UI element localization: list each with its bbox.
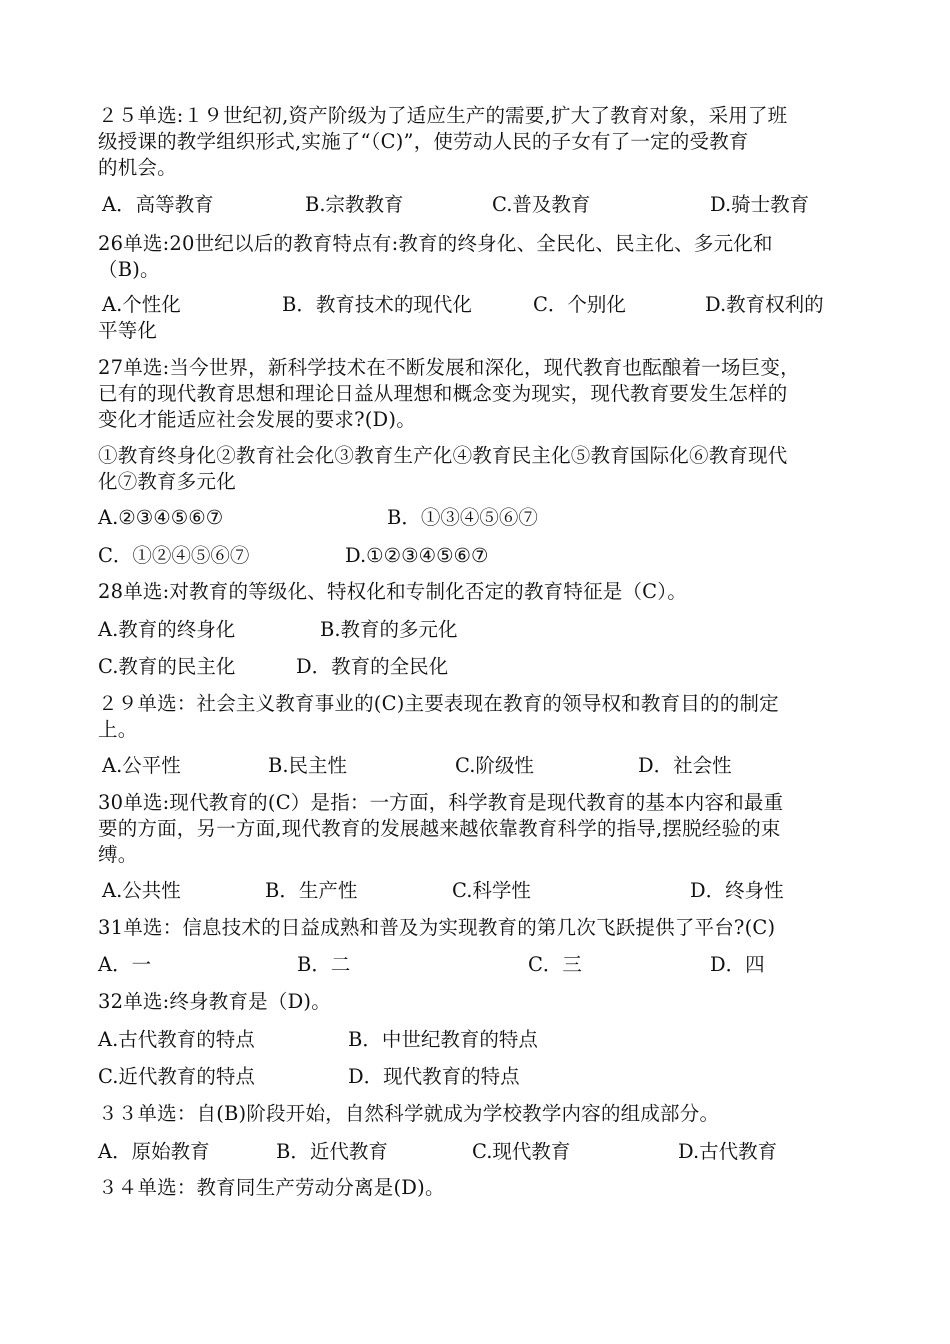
question-26-option-c: C．个别化 xyxy=(533,293,626,316)
question-32-option-d: D．现代教育的特点 xyxy=(348,1065,520,1088)
question-30-line-2: 要的方面，另一方面,现代教育的发展越来越依靠教育科学的指导,摆脱经验的束 xyxy=(98,817,781,840)
question-30-option-b: B．生产性 xyxy=(265,879,358,902)
question-25-option-d: D.骑士教育 xyxy=(710,193,810,216)
question-25-option-b: B.宗教教育 xyxy=(305,193,404,216)
question-29-option-b: B.民主性 xyxy=(268,754,348,777)
question-26-option-d-tail: 平等化 xyxy=(98,319,158,342)
question-33-line-1: ３３单选：自(B)阶段开始，自然科学就成为学校教学内容的组成部分。 xyxy=(98,1102,720,1125)
question-31-option-a: A．一 xyxy=(98,953,152,976)
question-28-option-c: C.教育的民主化 xyxy=(98,655,236,678)
question-25-line-1: ２５单选:１９世纪初,资产阶级为了适应生产的需要,扩大了教育对象，采用了班 xyxy=(98,104,788,127)
question-30-option-a: A.公共性 xyxy=(102,879,181,902)
question-25-option-c: C.普及教育 xyxy=(492,193,591,216)
question-27-subline-1: ①教育终身化②教育社会化③教育生产化④教育民主化⑤教育国际化⑥教育现代 xyxy=(98,444,788,467)
question-34-line-1: ３４单选：教育同生产劳动分离是(D)。 xyxy=(98,1176,445,1199)
question-33-option-d: D.古代教育 xyxy=(678,1140,778,1163)
question-31-option-d: D．四 xyxy=(710,953,765,976)
question-27-line-2: 已有的现代教育思想和理论日益从理想和概念变为现实，现代教育要发生怎样的 xyxy=(98,382,788,405)
question-26-option-b: B．教育技术的现代化 xyxy=(282,293,472,316)
question-28-line-1: 28单选:对教育的等级化、特权化和专制化否定的教育特征是（C）。 xyxy=(98,580,687,603)
question-29-option-a: A.公平性 xyxy=(102,754,181,777)
question-31-line-1: 31单选：信息技术的日益成熟和普及为实现教育的第几次飞跃提供了平台?(C) xyxy=(98,916,776,939)
question-30-option-d: D．终身性 xyxy=(690,879,784,902)
question-29-line-1: ２９单选：社会主义教育事业的(C)主要表现在教育的领导权和教育目的的制定 xyxy=(98,692,779,715)
question-31-option-b: B．二 xyxy=(297,953,351,976)
question-27-line-3: 变化才能适应社会发展的要求?(D)。 xyxy=(98,408,416,431)
question-30-option-c: C.科学性 xyxy=(452,879,531,902)
question-26-option-a: A.个性化 xyxy=(102,293,181,316)
question-32-line-1: 32单选:终身教育是（D)。 xyxy=(98,990,331,1013)
question-30-line-1: 30单选:现代教育的(C）是指：一方面，科学教育是现代教育的基本内容和最重 xyxy=(98,791,784,814)
question-32-option-c: C.近代教育的特点 xyxy=(98,1065,255,1088)
question-27-line-1: 27单选:当今世界，新科学技术在不断发展和深化，现代教育也酝酿着一场巨变， xyxy=(98,356,800,379)
question-27-option-d: D.①②③④⑤⑥⑦ xyxy=(345,544,489,567)
question-28-option-d: D．教育的全民化 xyxy=(296,655,449,678)
question-29-option-c: C.阶级性 xyxy=(455,754,534,777)
question-25-option-a: A．高等教育 xyxy=(102,193,214,216)
question-26-line-2: （B)。 xyxy=(98,258,160,281)
question-33-option-a: A．原始教育 xyxy=(98,1140,210,1163)
question-31-option-c: C．三 xyxy=(528,953,582,976)
question-30-line-3: 缚。 xyxy=(98,843,138,866)
question-32-option-a: A.古代教育的特点 xyxy=(98,1028,255,1051)
question-27-option-c: C．①②④⑤⑥⑦ xyxy=(98,544,250,567)
question-27-option-a: A.②③④⑤⑥⑦ xyxy=(98,506,224,529)
question-33-option-c: C.现代教育 xyxy=(472,1140,571,1163)
question-27-subline-2: 化⑦教育多元化 xyxy=(98,470,236,493)
question-29-line-2: 上。 xyxy=(98,718,138,741)
question-26-option-d: D.教育权利的 xyxy=(705,293,824,316)
question-26-line-1: 26单选:20世纪以后的教育特点有:教育的终身化、全民化、民主化、多元化和 xyxy=(98,232,773,255)
question-27-option-b: B．①③④⑤⑥⑦ xyxy=(387,506,538,529)
question-25-line-3: 的机会。 xyxy=(98,156,177,179)
question-28-option-b: B.教育的多元化 xyxy=(320,618,458,641)
question-25-line-2: 级授课的教学组织形式,实施了“（C)”，使劳动人民的子女有了一定的受教育 xyxy=(98,130,749,153)
question-33-option-b: B．近代教育 xyxy=(276,1140,388,1163)
question-32-option-b: B．中世纪教育的特点 xyxy=(348,1028,538,1051)
question-29-option-d: D．社会性 xyxy=(638,754,732,777)
question-28-option-a: A.教育的终身化 xyxy=(98,618,236,641)
